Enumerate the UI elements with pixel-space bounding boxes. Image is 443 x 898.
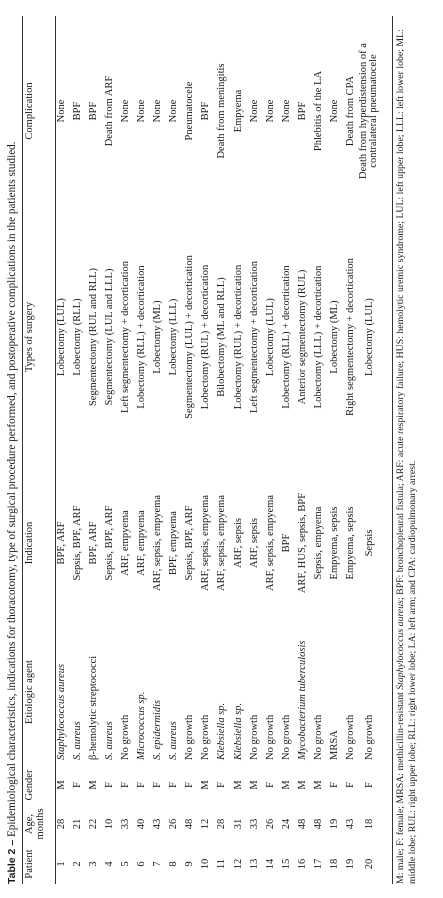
- cell-indication: ARF, sepsis, empyema: [200, 495, 212, 591]
- cell-complication: None: [329, 99, 341, 123]
- cell-agent: No growth: [200, 714, 212, 760]
- cell-agent: Klebsiella sp.: [232, 702, 244, 760]
- cell-age: 48: [313, 818, 325, 830]
- cell-surgery: Segmentectomy (LUL and LLL): [103, 268, 115, 406]
- table-row: [133, 16, 149, 884]
- col-header-gender: Gender: [24, 769, 35, 801]
- cell-gender: F: [71, 782, 83, 788]
- cell-gender: F: [119, 782, 131, 788]
- cell-age: 26: [264, 818, 276, 830]
- cell-agent: No growth: [248, 714, 260, 760]
- col-header-patient: Patient: [24, 849, 35, 879]
- table-row: [230, 16, 246, 884]
- cell-surgery: Lobectomy (RLL) + decortication: [136, 265, 148, 409]
- cell-agent: No growth: [313, 714, 325, 760]
- cell-age: 19: [329, 818, 341, 830]
- cell-patient: 2: [71, 861, 83, 867]
- cell-age: 31: [232, 818, 244, 830]
- cell-surgery: Lobectomy (RUL) + decortication: [232, 264, 244, 410]
- bottom-rule: [392, 16, 393, 884]
- cell-surgery: Left segmentectomy + decortication: [248, 261, 260, 413]
- cell-agent: Mycobacterium tuberculosis: [296, 640, 308, 760]
- cell-complication: None: [152, 99, 164, 123]
- cell-age: 21: [71, 818, 83, 830]
- cell-indication: ARF, sepsis: [232, 518, 244, 568]
- table-row: [101, 16, 117, 884]
- cell-patient: 15: [280, 858, 292, 870]
- cell-surgery: Right segmentectomy + decortication: [345, 258, 357, 416]
- header-row: [23, 16, 53, 884]
- cell-agent: No growth: [264, 714, 276, 760]
- cell-agent: MRSA: [329, 730, 341, 760]
- cell-gender: F: [363, 782, 375, 788]
- table-caption: [6, 14, 18, 884]
- cell-agent: Micrococcus sp.: [136, 691, 148, 760]
- cell-complication: Death from ARF: [103, 75, 115, 147]
- cell-patient: 12: [232, 858, 244, 870]
- cell-surgery: Lobectomy (ML): [329, 300, 341, 374]
- footnote-italic: Staphylococcus aureus: [395, 600, 406, 690]
- cell-surgery: Lobectomy (LUL): [55, 298, 67, 376]
- cell-surgery: Lobectomy (LLL): [168, 298, 180, 376]
- cell-complication: BPF: [71, 101, 83, 121]
- cell-gender: M: [200, 780, 212, 790]
- table-footnote: [395, 16, 419, 884]
- cell-indication: ARF, sepsis, empyema: [264, 495, 276, 591]
- table-row: [327, 16, 343, 884]
- cell-gender: M: [313, 780, 325, 790]
- cell-indication: ARF, sepsis: [248, 518, 260, 568]
- cell-gender: M: [248, 780, 260, 790]
- col-header-complication: Complication: [24, 82, 35, 140]
- cell-complication: Death from meningitis: [216, 63, 228, 159]
- cell-indication: BPF, ARF: [87, 521, 99, 565]
- cell-indication: BPF: [280, 533, 292, 553]
- table-body: [53, 16, 380, 884]
- cell-patient: 13: [248, 858, 260, 870]
- cell-age: 18: [363, 818, 375, 830]
- cell-surgery: Lobectomy (LUL): [264, 298, 276, 376]
- table-row: [150, 16, 166, 884]
- cell-indication: Sepsis, empyema: [313, 506, 325, 580]
- cell-agent: Klebsiella sp.: [216, 702, 228, 760]
- table-row: [262, 16, 278, 884]
- table-row: [53, 16, 69, 884]
- cell-gender: M: [232, 780, 244, 790]
- cell-age: 40: [136, 818, 148, 830]
- table-row: [343, 16, 359, 884]
- cell-age: 43: [345, 818, 357, 830]
- cell-patient: 11: [216, 858, 228, 870]
- cell-indication: Empyema, sepsis: [345, 506, 357, 580]
- table-row: [311, 16, 327, 884]
- cell-indication: Empyema, sepsis: [329, 506, 341, 580]
- cell-gender: M: [55, 780, 67, 790]
- cell-gender: F: [345, 782, 357, 788]
- cell-patient: 14: [264, 858, 276, 870]
- data-table: [23, 16, 380, 884]
- cell-patient: 10: [200, 858, 212, 870]
- cell-gender: F: [216, 782, 228, 788]
- cell-gender: F: [184, 782, 196, 788]
- cell-indication: ARF, empyema: [136, 510, 148, 576]
- footnote-lead: M: male; F: female; MRSA: methicillin-resistant: [395, 689, 406, 884]
- cell-age: 24: [280, 818, 292, 830]
- cell-patient: 5: [119, 861, 131, 867]
- cell-complication: Death from CPA: [345, 75, 357, 147]
- cell-indication: ARF, empyema: [119, 510, 131, 576]
- cell-surgery: Lobectomy (RLL) + decortication: [280, 265, 292, 409]
- cell-gender: F: [329, 782, 341, 788]
- cell-patient: 4: [103, 861, 115, 867]
- rotated-table-figure: [4, 10, 429, 890]
- cell-agent: No growth: [119, 714, 131, 760]
- cell-agent: S. aureus: [71, 721, 83, 760]
- cell-indication: ARF, sepsis, empyema: [216, 495, 228, 591]
- cell-agent: No growth: [280, 714, 292, 760]
- cell-gender: M: [280, 780, 292, 790]
- cell-surgery: Anterior segmentectomy (RUL): [296, 269, 308, 405]
- cell-agent: No growth: [363, 714, 375, 760]
- cell-surgery: Lobectomy (LUL): [363, 298, 375, 376]
- table-row: [359, 16, 380, 884]
- cell-gender: F: [136, 782, 148, 788]
- cell-age: 22: [87, 818, 99, 830]
- cell-surgery: Lobectomy (RUL) + decortication: [200, 264, 212, 410]
- cell-complication: Empyema: [232, 89, 244, 133]
- cell-complication: None: [248, 99, 260, 123]
- table-row: [182, 16, 198, 884]
- cell-agent: β-hemolytic streptococci: [87, 655, 99, 760]
- cell-age: 48: [184, 818, 196, 830]
- table-row: [246, 16, 262, 884]
- cell-indication: ARF, sepsis, empyema: [152, 495, 164, 591]
- cell-patient: 7: [152, 861, 164, 867]
- cell-complication: BPF: [296, 101, 308, 121]
- cell-patient: 20: [363, 858, 375, 870]
- col-header-etiologic-agent: Etiologic agent: [24, 660, 35, 724]
- cell-age: 33: [119, 818, 131, 830]
- cell-complication: Phlebitis of the LA: [313, 70, 325, 152]
- cell-agent: Staphylococcus aureus: [55, 663, 67, 760]
- cell-complication: BPF: [200, 101, 212, 121]
- cell-complication: None: [264, 99, 276, 123]
- cell-surgery: Lobectomy (RLL): [71, 298, 83, 376]
- cell-indication: BPF, ARF: [55, 521, 67, 565]
- cell-agent: S. aureus: [103, 721, 115, 760]
- table-row: [294, 16, 310, 884]
- cell-surgery: Lobectomy (ML): [152, 300, 164, 374]
- cell-age: 48: [296, 818, 308, 830]
- cell-age: 28: [55, 818, 67, 830]
- cell-gender: F: [103, 782, 115, 788]
- cell-complication: None: [168, 99, 180, 123]
- col-header-age: Age, months: [24, 808, 46, 840]
- cell-surgery: Left segmentectomy + decortication: [119, 261, 131, 413]
- cell-agent: No growth: [184, 714, 196, 760]
- cell-patient: 1: [55, 861, 67, 867]
- cell-gender: F: [152, 782, 164, 788]
- cell-agent: S. epidermidis: [152, 699, 164, 760]
- table-row: [69, 16, 85, 884]
- cell-surgery: Segmentectomy (RUL and RLL): [87, 267, 99, 407]
- cell-indication: Sepsis, BPF, ARF: [71, 505, 83, 581]
- table-row: [214, 16, 230, 884]
- cell-gender: M: [87, 780, 99, 790]
- cell-surgery: Lobectomy (LLL) + decortication: [313, 265, 325, 409]
- cell-age: 26: [168, 818, 180, 830]
- col-header-indication: Indication: [24, 521, 35, 565]
- table-row: [117, 16, 133, 884]
- cell-gender: F: [168, 782, 180, 788]
- footnote-rest: ; BPF: bronchopleural fistula; ARF: acute respiratory failure; HUS: hemolytic uremic syndrome; LUL: left upper lobe; LLL: left lower lobe; ML: middle lobe; RUL: right upper lobe; RLL: right lower lobe; LA: left arm; and CPA: cardiopulmonary arrest.: [395, 29, 418, 884]
- cell-indication: Sepsis: [363, 529, 375, 557]
- table-row: [166, 16, 182, 884]
- cell-patient: 17: [313, 858, 325, 870]
- caption-label: Table 2 –: [6, 839, 18, 884]
- cell-complication: BPF: [87, 101, 99, 121]
- cell-agent: S. aureus: [168, 721, 180, 760]
- cell-patient: 6: [136, 861, 148, 867]
- cell-indication: BPF, empyema: [168, 511, 180, 575]
- cell-patient: 9: [184, 861, 196, 867]
- cell-patient: 3: [87, 861, 99, 867]
- cell-complication: None: [280, 99, 292, 123]
- cell-patient: 19: [345, 858, 357, 870]
- cell-complication: Death from hyperdistension of a contralateral pneumatocele: [357, 43, 380, 179]
- cell-indication: ARF, HUS, sepsis, BPF: [296, 492, 308, 594]
- cell-agent: No growth: [345, 714, 357, 760]
- cell-patient: 18: [329, 858, 341, 870]
- cell-indication: Sepsis, BPF, ARF: [184, 505, 196, 581]
- cell-age: 12: [200, 818, 212, 830]
- table-row: [278, 16, 294, 884]
- cell-complication: None: [55, 99, 67, 123]
- cell-surgery: Segmentectomy (LUL) + decortication: [184, 255, 196, 419]
- cell-age: 43: [152, 818, 164, 830]
- cell-complication: None: [136, 99, 148, 123]
- cell-gender: F: [264, 782, 276, 788]
- caption-text: Epidemiological characteristics, indications for thoracotomy, type of surgical procedure performed, and postoperative complications in the patients studied.: [6, 141, 18, 838]
- cell-age: 33: [248, 818, 260, 830]
- cell-patient: 16: [296, 858, 308, 870]
- cell-complication: Pneumatocele: [184, 81, 196, 141]
- cell-age: 28: [216, 818, 228, 830]
- table-row: [198, 16, 214, 884]
- col-header-types-of-surgery: Types of surgery: [24, 301, 35, 373]
- cell-gender: M: [296, 780, 308, 790]
- cell-surgery: Bilobectomy (ML and RLL): [216, 277, 228, 397]
- cell-complication: None: [119, 99, 131, 123]
- table-row: [85, 16, 101, 884]
- cell-patient: 8: [168, 861, 180, 867]
- cell-age: 10: [103, 818, 115, 830]
- cell-indication: Sepsis, BPF, ARF: [103, 505, 115, 581]
